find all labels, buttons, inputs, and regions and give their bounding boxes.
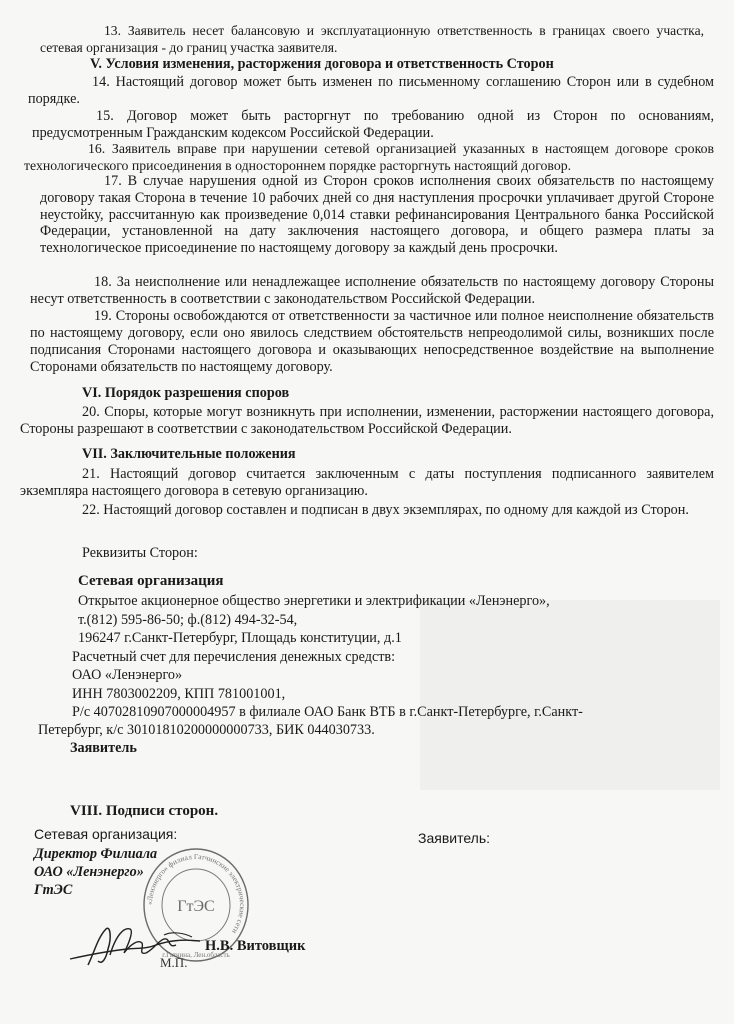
stamp-city-text: г.Гатчина, Лен.область [162, 951, 230, 959]
paragraph-15: 15. Договор может быть расторгнут по требованию одной из Сторон по основаниям, предусмотренным Гражданским кодексом Российской Федерации. [32, 108, 714, 141]
account-org: ОАО «Ленэнерго» [72, 667, 183, 683]
section-7-title: VII. Заключительные положения [82, 446, 296, 462]
section-8-title: VIII. Подписи сторон. [70, 803, 219, 819]
director-line-2: ОАО «Ленэнерго» [34, 864, 144, 880]
inn-kpp: ИНН 7803002209, КПП 781001001, [72, 686, 286, 702]
org-name: Открытое акционерное общество энергетики и электрификации «Ленэнерго», [78, 593, 550, 609]
network-org-title: Сетевая организация [78, 573, 224, 589]
org-address: 196247 г.Санкт-Петербург, Площадь конституции, д.1 [78, 630, 402, 646]
paragraph-19: 19. Стороны освобождаются от ответственности за частичное или полное неисполнение обязательств по настоящему договору, если оно явилось следствием обстоятельств непреодолимой силы, возникших после подписания Сторонами настоящего договора и оказывающих непосредственное воздействие на выполнение Сторонами обязательств по настоящему договору. [30, 308, 714, 375]
requisites-label: Реквизиты Сторон: [82, 545, 198, 561]
stamp-ring-text: «Ленэнерго» филиал Гатчинские электрические сети [144, 851, 248, 936]
account-label: Расчетный счет для перечисления денежных средств: [72, 649, 396, 665]
sign-left-label: Сетевая организация: [34, 826, 178, 842]
account-line-2: Петербург, к/с 30101810200000000733, БИК 044030733. [38, 722, 375, 738]
applicant-title: Заявитель [70, 740, 137, 756]
director-line-1: Директор Филиала [34, 846, 158, 862]
stamp-center-text: ГтЭС [177, 898, 215, 915]
paragraph-14: 14. Настоящий договор может быть изменен по письменному соглашению Сторон или в судебном порядке. [28, 74, 714, 107]
paragraph-17: 17. В случае нарушения одной из Сторон сроков исполнения своих обязательств по настоящему договору такая Сторона в течение 10 рабочих дней со дня наступления просрочки уплачивает другой Стороне неустойку, рассчитанную как произведение 0,014 ставки рефинансирования Центрального банка Российской Федерации, установленной на дату заключения настоящего договора, и общего размера платы за технологическое присоединение по настоящему договору за каждый день просрочки. [40, 173, 714, 257]
paragraph-16: 16. Заявитель вправе при нарушении сетевой организацией указанных в настоящем договоре сроков технологического присоединения в одностороннем порядке расторгнуть настоящий договор. [24, 141, 714, 173]
paragraph-21: 21. Настоящий договор считается заключенным с даты поступления подписанного заявителем экземпляра настоящего договора в сетевую организацию. [20, 466, 714, 499]
section-6-title: VI. Порядок разрешения споров [82, 385, 290, 401]
paragraph-20: 20. Споры, которые могут возникнуть при исполнении, изменении, расторжении настоящего договора, Стороны разрешают в соответствии с законодательством Российской Федерации. [20, 404, 714, 437]
account-line-1: Р/с 40702810907000004957 в филиале ОАО Банк ВТБ в г.Санкт-Петербурге, г.Санкт- [72, 704, 583, 720]
sign-right-label: Заявитель: [418, 830, 491, 846]
director-line-3: ГтЭС [34, 882, 73, 898]
paragraph-18: 18. За неисполнение или ненадлежащее исполнение обязательств по настоящему договору Стороны несут ответственность в соответствии с законодательством Российской Федерации. [30, 274, 714, 307]
mp-label: М.П. [160, 955, 188, 970]
signer-name: Н.В. Витовщик [205, 938, 306, 954]
org-phone: т.(812) 595-86-50; ф.(812) 494-32-54, [78, 612, 298, 628]
paragraph-13: 13. Заявитель несет балансовую и эксплуатационную ответственность в границах своего участка, сетевая организация - до границ участка заявителя. [40, 23, 704, 55]
section-5-title: V. Условия изменения, расторжения договора и ответственность Сторон [90, 56, 554, 72]
paragraph-22: 22. Настоящий договор составлен и подписан в двух экземплярах, по одному для каждой из Сторон. [82, 502, 689, 518]
